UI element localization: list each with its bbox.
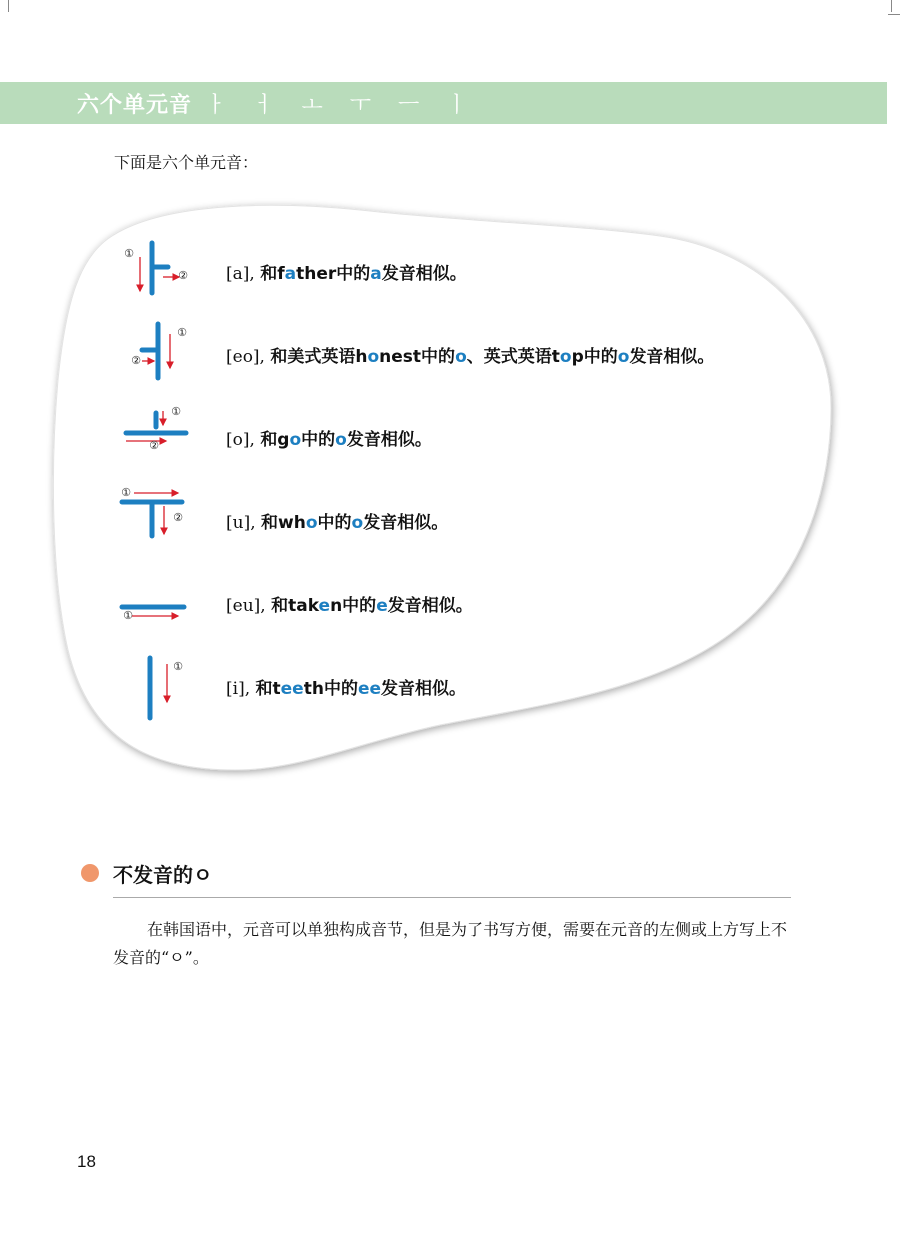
highlighted-letter: a: [284, 264, 297, 284]
subsection-title: 不发音的ㅇ: [113, 863, 213, 887]
stroke-order-number: ①: [124, 247, 134, 260]
description-text: 和t: [255, 679, 281, 699]
section-vowels: ㅏ ㅓ ㅗ ㅜ ㅡ ㅣ: [205, 93, 478, 118]
vowel-row: [0, 233, 900, 313]
stroke-order-svg: [112, 482, 202, 562]
vowel-stroke-diagram: [112, 399, 202, 479]
highlighted-letter: o: [335, 430, 347, 450]
subsection-body: 在韩国语中，元音可以单独构成音节，但是为了书写方便，需要在元音的左侧或上方写上不发音的“ㅇ”。: [113, 920, 788, 967]
stroke-order-svg: [112, 565, 202, 645]
description-text: p中的: [571, 347, 618, 367]
vowel-description: [226, 425, 432, 450]
description-text: 发音相似。: [346, 430, 432, 450]
section-title: 六个单元音: [77, 93, 193, 118]
ipa-label: [a],: [226, 264, 261, 284]
highlighted-letter: o: [559, 347, 572, 367]
stroke-order-number: ①: [123, 609, 133, 622]
ipa-label: [eu],: [226, 596, 272, 616]
stroke-order-svg: [112, 399, 202, 479]
intro-text: 下面是六个单元音：: [114, 153, 259, 172]
description-text: 和f: [260, 264, 285, 284]
highlighted-letter: ee: [357, 679, 382, 699]
description-text: 、英式英语t: [466, 347, 560, 367]
vowel-stroke-diagram: [112, 316, 202, 396]
vowel-description: [226, 508, 448, 533]
vowel-row: [0, 316, 900, 396]
vowel-stroke-diagram: [112, 233, 202, 313]
description-text: 发音相似。: [381, 264, 467, 284]
description-text: 发音相似。: [363, 513, 449, 533]
description-text: 和tak: [271, 596, 319, 616]
description-text: ther中的: [296, 264, 371, 284]
highlighted-letter: a: [370, 264, 382, 284]
stroke-order-svg: [112, 316, 202, 396]
highlighted-letter: o: [351, 513, 364, 533]
vowel-row: [0, 565, 900, 645]
highlighted-letter: o: [289, 430, 302, 450]
stroke-order-number: ②: [149, 439, 159, 452]
vowel-row: [0, 648, 900, 728]
description-text: 发音相似。: [387, 596, 473, 616]
stroke-order-svg: [112, 648, 202, 728]
page-number: 18: [77, 1152, 96, 1171]
stroke-order-number: ①: [177, 326, 187, 339]
ipa-label: [i],: [226, 679, 256, 699]
highlighted-letter: o: [617, 347, 630, 367]
vowel-row: [0, 482, 900, 562]
ipa-label: [u],: [226, 513, 262, 533]
vowel-description: [226, 342, 714, 367]
subsection-divider: [113, 897, 791, 898]
ipa-label: [o],: [226, 430, 261, 450]
description-text: 和g: [260, 430, 290, 450]
description-text: th中的: [303, 679, 358, 699]
vowel-stroke-diagram: [112, 565, 202, 645]
vowel-stroke-diagram: [112, 482, 202, 562]
highlighted-letter: e: [376, 596, 388, 616]
stroke-order-number: ②: [173, 511, 183, 524]
highlighted-letter: o: [455, 347, 467, 367]
highlighted-letter: e: [318, 596, 331, 616]
vowel-description: [226, 259, 467, 284]
vowel-stroke-diagram: [112, 648, 202, 728]
description-text: 和wh: [261, 513, 306, 533]
description-text: nest中的: [379, 347, 456, 367]
section-bullet: [81, 864, 99, 882]
highlighted-letter: o: [367, 347, 380, 367]
description-text: 中的: [317, 513, 352, 533]
vowel-description: [226, 674, 466, 699]
stroke-order-svg: [112, 233, 202, 313]
description-text: n中的: [330, 596, 377, 616]
vowel-row: [0, 399, 900, 479]
description-text: 发音相似。: [629, 347, 715, 367]
highlighted-letter: o: [305, 513, 318, 533]
stroke-order-number: ①: [121, 486, 131, 499]
stroke-order-number: ①: [171, 405, 181, 418]
ipa-label: [eo],: [226, 347, 271, 367]
description-text: 和美式英语h: [270, 347, 368, 367]
stroke-order-number: ②: [178, 269, 188, 282]
stroke-order-number: ①: [173, 660, 183, 673]
highlighted-letter: ee: [280, 679, 304, 699]
description-text: 发音相似。: [381, 679, 467, 699]
vowel-description: [226, 591, 473, 616]
stroke-order-number: ②: [131, 354, 141, 367]
description-text: 中的: [301, 430, 336, 450]
